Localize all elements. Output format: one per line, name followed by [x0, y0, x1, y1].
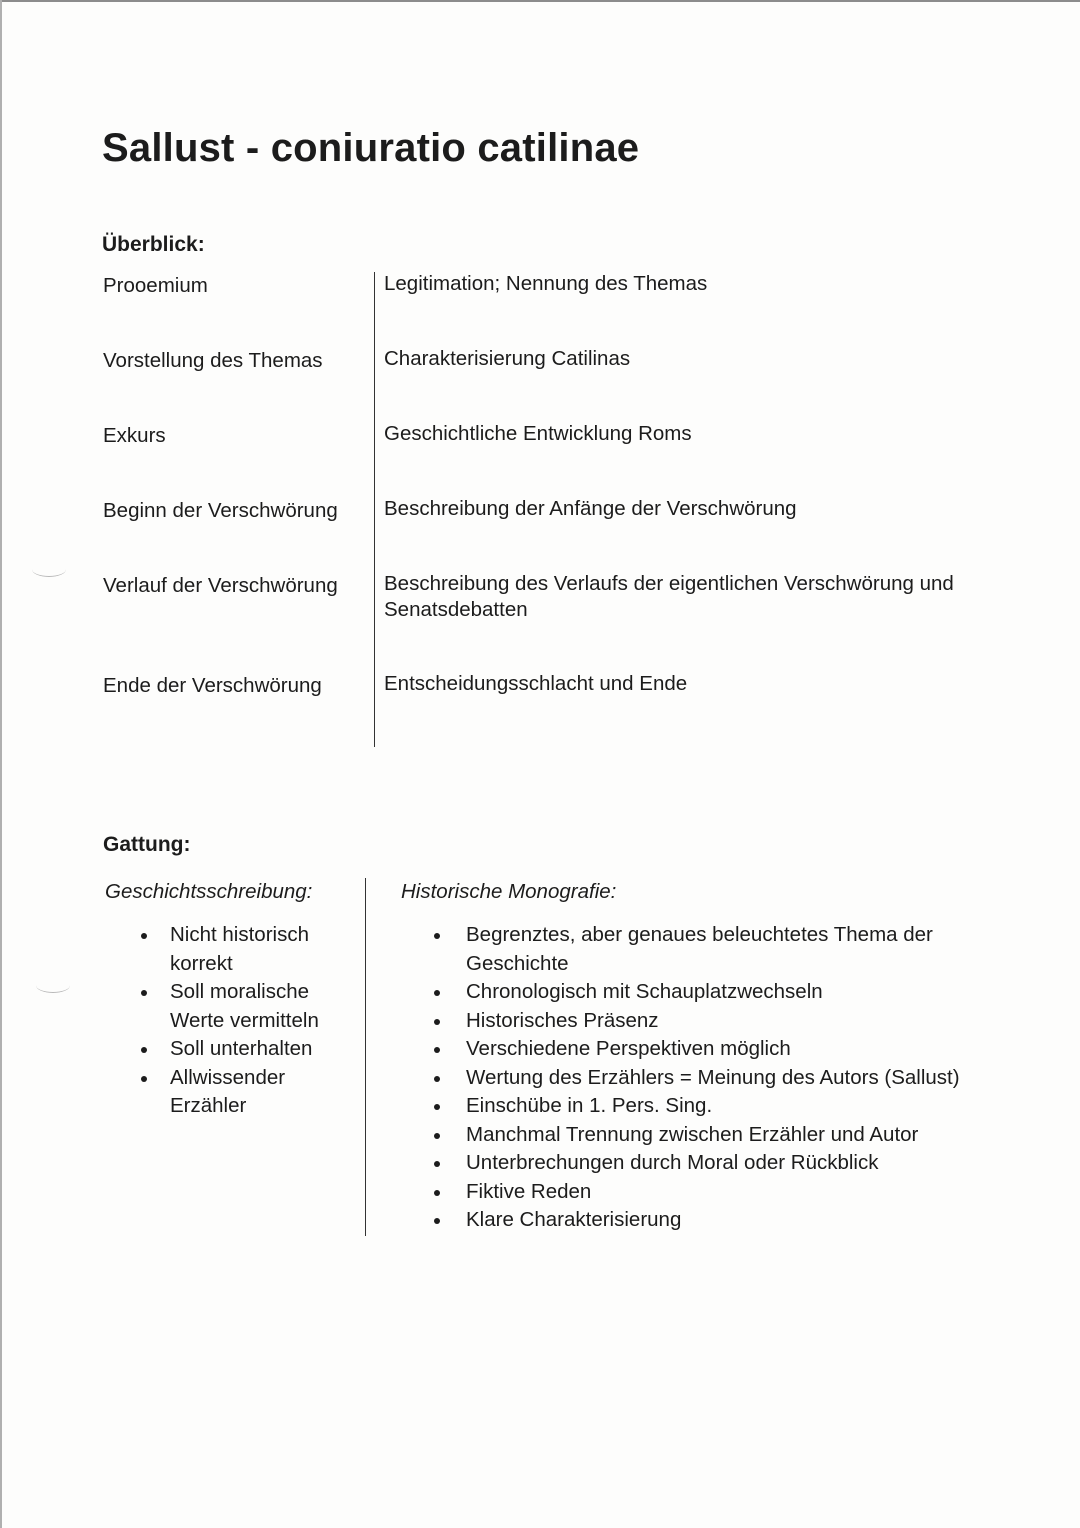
bullet-icon — [141, 990, 147, 996]
bullet-icon — [434, 1190, 440, 1196]
scan-edge-left — [0, 0, 2, 1528]
list-item: Wertung des Erzählers = Meinung des Autors (Sallust) — [466, 1064, 1026, 1093]
overview-divider — [374, 272, 375, 747]
overview-term: Beginn der Verschwörung — [103, 499, 338, 522]
bullet-icon — [434, 1104, 440, 1110]
bullet-icon — [141, 1076, 147, 1082]
genre-right-title: Historische Monografie: — [401, 880, 617, 903]
overview-term: Verlauf der Verschwörung — [103, 574, 338, 597]
bullet-icon — [434, 1218, 440, 1224]
genre-right-list — [466, 921, 1026, 1235]
list-item: Begrenztes, aber genaues beleuchtetes Thema der Geschichte — [466, 921, 1026, 978]
overview-desc: Beschreibung des Verlaufs der eigentlichen Verschwörung und Senatsdebatten — [384, 572, 954, 621]
overview-term: Exkurs — [103, 424, 166, 447]
list-item: Soll unterhalten — [170, 1035, 360, 1064]
list-item: Fiktive Reden — [466, 1178, 1026, 1207]
bullet-icon — [434, 990, 440, 996]
list-item: Einschübe in 1. Pers. Sing. — [466, 1092, 1026, 1121]
scan-edge-top — [0, 0, 1080, 2]
list-item: Historisches Präsenz — [466, 1007, 1026, 1036]
punch-hole-mark — [32, 562, 66, 577]
genre-left-title: Geschichtsschreibung: — [105, 880, 313, 903]
overview-desc: Beschreibung der Anfänge der Verschwörung — [384, 497, 797, 520]
overview-desc: Geschichtliche Entwicklung Roms — [384, 422, 692, 445]
overview-desc: Legitimation; Nennung des Themas — [384, 272, 708, 295]
page-title: Sallust - coniuratio catilinae — [102, 126, 640, 170]
list-item: Unterbrechungen durch Moral oder Rückblick — [466, 1149, 1026, 1178]
bullet-icon — [141, 1047, 147, 1053]
bullet-icon — [434, 1133, 440, 1139]
list-item: Nicht historisch korrekt — [170, 921, 360, 978]
list-item: Klare Charakterisierung — [466, 1206, 1026, 1235]
overview-term: Vorstellung des Themas — [103, 349, 323, 372]
bullet-icon — [434, 1047, 440, 1053]
genre-heading: Gattung: — [103, 833, 191, 856]
overview-heading: Überblick: — [102, 233, 205, 256]
overview-term: Ende der Verschwörung — [103, 674, 322, 697]
overview-desc: Charakterisierung Catilinas — [384, 347, 631, 370]
overview-desc: Entscheidungsschlacht und Ende — [384, 672, 688, 695]
bullet-icon — [434, 933, 440, 939]
bullet-icon — [141, 933, 147, 939]
genre-left-list — [170, 921, 360, 1121]
overview-term: Prooemium — [103, 274, 208, 297]
bullet-icon — [434, 1019, 440, 1025]
bullet-icon — [434, 1161, 440, 1167]
punch-hole-mark — [36, 978, 70, 993]
genre-divider — [365, 878, 366, 1236]
list-item: Soll moralische Werte vermitteln — [170, 978, 360, 1035]
bullet-icon — [434, 1076, 440, 1082]
list-item: Chronologisch mit Schauplatzwechseln — [466, 978, 1026, 1007]
list-item: Allwissender Erzähler — [170, 1064, 360, 1121]
list-item: Verschiedene Perspektiven möglich — [466, 1035, 1026, 1064]
list-item: Manchmal Trennung zwischen Erzähler und Autor — [466, 1121, 1026, 1150]
